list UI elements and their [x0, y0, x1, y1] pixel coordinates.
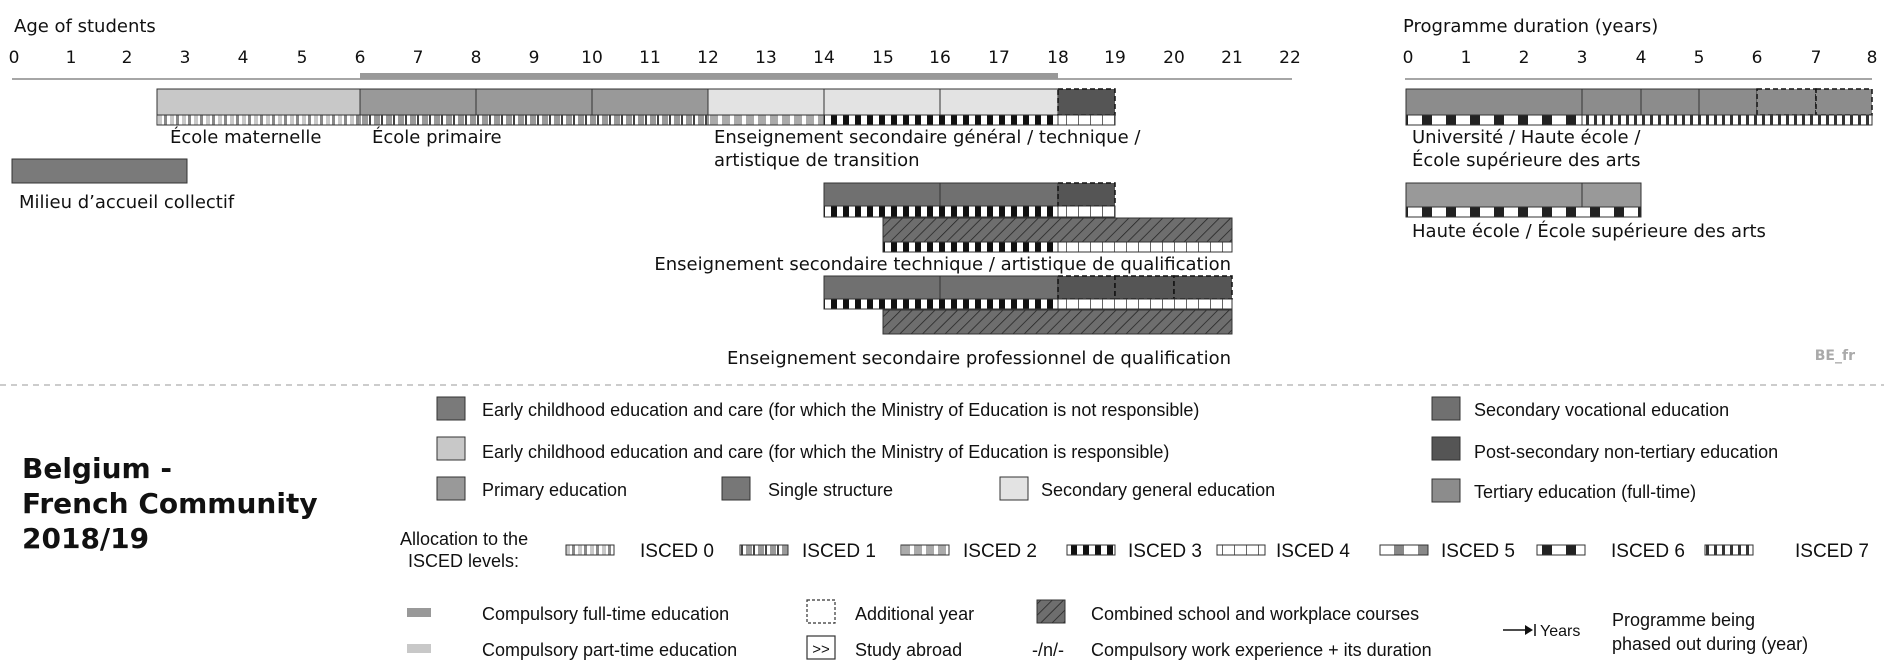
arrow-years-icon	[1503, 624, 1535, 636]
legend-ecec-not: Early childhood education and care (for which the Ministry of Education is not responsible)	[482, 400, 1200, 420]
age-tick: 0	[8, 48, 20, 68]
legend-sec-vocational: Secondary vocational education	[1474, 400, 1730, 420]
age-tick: 19	[1104, 48, 1126, 68]
age-tick: 10	[581, 48, 603, 68]
isced7-swatch	[1705, 545, 1753, 555]
age-tick: 22	[1279, 48, 1301, 68]
isced0-swatch	[566, 545, 614, 555]
duration-tick: 2	[1518, 48, 1530, 68]
isced4-swatch	[1217, 545, 1265, 555]
duration-ticks	[1403, 48, 1878, 68]
label-secondaire-tech-qualif: Enseignement secondaire technique / artistique de qualification	[654, 254, 1231, 275]
age-tick: 7	[412, 48, 424, 68]
additional-year-swatch	[807, 600, 835, 623]
legend-swatch-tertiary	[1432, 479, 1460, 502]
label-ecole-primaire: École primaire	[372, 127, 502, 148]
compulsory-part-swatch	[407, 644, 431, 653]
age-tick: 3	[179, 48, 191, 68]
legend-compulsory-full: Compulsory full-time education	[482, 604, 730, 624]
isced6-label: ISCED 6	[1611, 541, 1685, 562]
isced0-label: ISCED 0	[640, 541, 714, 562]
legend-compulsory-part: Compulsory part-time education	[482, 640, 738, 660]
age-tick: 17	[988, 48, 1010, 68]
legend-sec-general: Secondary general education	[1041, 480, 1276, 500]
isced2-swatch	[901, 545, 949, 555]
age-tick: 5	[296, 48, 308, 68]
age-tick: 15	[872, 48, 894, 68]
programme-ecole-maternelle	[157, 89, 360, 125]
age-tick: 9	[528, 48, 540, 68]
label-secondaire-pro-qualif: Enseignement secondaire professionnel de qualification	[726, 348, 1231, 369]
legend-swatch-ecec-not	[437, 397, 465, 420]
duration-tick: 3	[1576, 48, 1588, 68]
age-tick: 6	[354, 48, 366, 68]
legend-phased-out-1: Programme being	[1612, 610, 1756, 630]
legend-primary: Primary education	[482, 480, 628, 500]
legend-study-abroad: Study abroad	[855, 640, 963, 660]
isced2-label: ISCED 2	[963, 541, 1037, 562]
age-axis-title: Age of students	[14, 16, 156, 37]
age-tick: 4	[237, 48, 249, 68]
age-tick: 20	[1163, 48, 1185, 68]
legend-ecec-resp: Early childhood education and care (for which the Ministry of Education is responsible)	[482, 442, 1170, 462]
legend-swatch-primary	[437, 477, 465, 500]
age-tick: 11	[639, 48, 661, 68]
age-tick: 14	[813, 48, 835, 68]
age-tick: 8	[470, 48, 482, 68]
label-secondaire-general-2: artistique de transition	[714, 150, 920, 171]
programme-universite	[1406, 89, 1872, 125]
programme-secondaire-tech-qualif	[824, 183, 1232, 252]
allocation-line2: ISCED levels:	[408, 551, 520, 571]
isced1-swatch	[740, 545, 788, 555]
legend-swatch-single	[722, 477, 750, 500]
age-tick: 2	[121, 48, 133, 68]
programme-ecole-primaire	[360, 89, 708, 125]
study-abroad-symbol: >>	[812, 641, 830, 658]
diagram-code: BE_fr	[1814, 348, 1855, 364]
label-secondaire-general-1: Enseignement secondaire général / technique /	[714, 127, 1141, 148]
legend-swatch-ecec-resp	[437, 437, 465, 460]
age-tick: 12	[697, 48, 719, 68]
isced5-swatch	[1380, 545, 1428, 555]
age-ticks	[9, 48, 1301, 68]
label-milieu-accueil: Milieu d’accueil collectif	[19, 192, 235, 213]
legend-additional-year: Additional year	[855, 604, 975, 624]
compulsory-full-swatch	[407, 608, 431, 617]
legend-swatch-sec-vocational	[1432, 397, 1460, 420]
programme-secondaire-pro-qualif	[824, 276, 1232, 334]
label-universite-1: Université / Haute école /	[1412, 127, 1641, 148]
label-ecole-maternelle: École maternelle	[170, 127, 322, 148]
duration-tick: 8	[1866, 48, 1878, 68]
age-tick: 18	[1047, 48, 1069, 68]
isced7-label: ISCED 7	[1795, 541, 1869, 562]
duration-tick: 5	[1693, 48, 1705, 68]
work-exp-symbol: -/n/-	[1032, 640, 1065, 660]
isced6-swatch	[1537, 545, 1585, 555]
isced4-label: ISCED 4	[1276, 541, 1350, 562]
country-line2: French Community	[22, 487, 318, 520]
legend-single: Single structure	[768, 480, 894, 500]
duration-tick: 6	[1751, 48, 1763, 68]
label-universite-2: École supérieure des arts	[1412, 150, 1641, 171]
age-tick: 21	[1221, 48, 1243, 68]
legend-swatch-sec-general	[1000, 477, 1028, 500]
isced3-label: ISCED 3	[1128, 541, 1202, 562]
legend-combined: Combined school and workplace courses	[1091, 604, 1420, 624]
compulsory-education-bar	[360, 73, 1058, 79]
duration-tick: 0	[1402, 48, 1414, 68]
legend-tertiary: Tertiary education (full-time)	[1474, 482, 1697, 502]
allocation-line1: Allocation to the	[400, 529, 529, 549]
age-tick: 13	[755, 48, 777, 68]
isced5-label: ISCED 5	[1441, 541, 1515, 562]
combined-swatch	[1037, 600, 1065, 623]
age-tick: 1	[65, 48, 77, 68]
duration-tick: 4	[1635, 48, 1647, 68]
programme-secondaire-general	[708, 89, 1115, 125]
legend	[400, 397, 1869, 660]
isced3-swatch	[1067, 545, 1115, 555]
legend-post-secondary: Post-secondary non-tertiary education	[1474, 442, 1779, 462]
legend-work-experience: Compulsory work experience + its duration	[1091, 640, 1432, 660]
duration-axis-title: Programme duration (years)	[1403, 16, 1659, 37]
duration-tick: 1	[1460, 48, 1472, 68]
label-haute-ecole: Haute école / École supérieure des arts	[1412, 221, 1766, 242]
programme-haute-ecole	[1406, 183, 1641, 217]
duration-tick: 7	[1810, 48, 1822, 68]
legend-years: Years	[1540, 623, 1581, 640]
programme-milieu-accueil	[12, 159, 187, 183]
isced1-label: ISCED 1	[802, 541, 876, 562]
country-line1: Belgium -	[22, 452, 173, 485]
age-tick: 16	[929, 48, 951, 68]
legend-swatch-post-secondary	[1432, 437, 1460, 460]
legend-phased-out-2: phased out during (year)	[1612, 634, 1809, 654]
country-year: 2018/19	[22, 522, 150, 555]
